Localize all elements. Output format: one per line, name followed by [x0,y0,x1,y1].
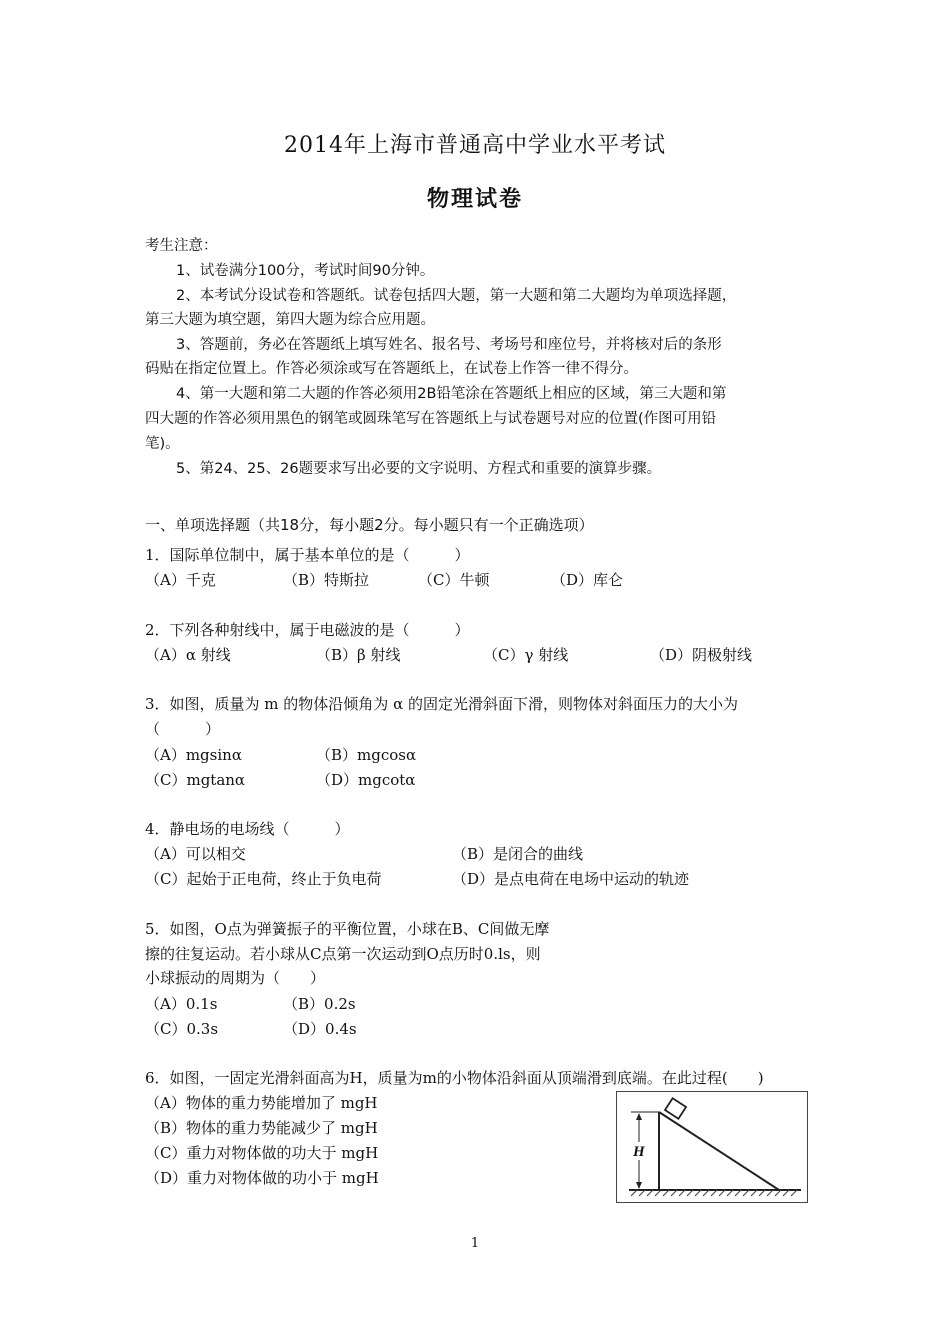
question-3-option-b: （B）mgcosα [316,746,417,764]
question-5-option-c: （C）0.3s [145,1020,219,1038]
question-4-stem: 4．静电场的电场线（ ） [145,820,350,838]
notice-item-1: 1、试卷满分100分，考试时间90分钟。 [176,263,435,279]
question-4-option-a: （A）可以相交 [145,845,246,863]
question-4-option-c: （C）起始于正电荷，终止于负电荷 [145,870,382,888]
incline-diagram [617,1092,807,1202]
question-3-stem-cont: （ ） [145,720,221,738]
notice-item-4: 4、第一大题和第二大题的作答必须用2B铅笔涂在答题纸上相应的区域，第三大题和第 [176,386,727,402]
question-5-option-d: （D）0.4s [283,1020,357,1038]
height-label: H [633,1144,645,1160]
page-number: 1 [470,1236,480,1251]
section-heading: 一、单项选择题（共18分，每小题2分。每小题只有一个正确选项） [145,516,594,534]
question-5-option-b: （B）0.2s [283,995,356,1013]
question-1-option-b: （B）特斯拉 [283,571,370,589]
question-3-stem: 3．如图，质量为 m 的物体沿倾角为 α 的固定光滑斜面下滑，则物体对斜面压力的大小为 [145,695,738,713]
notice-heading: 考生注意： [145,238,218,254]
question-1-stem: 1．国际单位制中，属于基本单位的是（ ） [145,546,470,564]
question-6-option-c: （C）重力对物体做的功大于 mgH [145,1144,379,1162]
notice-item-3: 3、答题前，务必在答题纸上填写姓名、报名号、考场号和座位号，并将核对后的条形 [176,337,722,353]
question-6-option-b: （B）物体的重力势能减少了 mgH [145,1119,378,1137]
question-2-option-a: （A）α 射线 [145,646,231,664]
notice-item-2-cont: 第三大题为填空题，第四大题为综合应用题。 [145,312,435,328]
notice-item-4-cont2: 笔)。 [145,436,180,452]
notice-item-2: 2、本考试分设试卷和答题纸。试卷包括四大题，第一大题和第二大题均为单项选择题， [176,288,737,304]
question-5-stem: 5．如图，O点为弹簧振子的平衡位置，小球在B、C间做无摩 [145,920,550,938]
exam-subtitle: 物理试卷 [426,186,523,212]
incline-figure [616,1091,808,1203]
question-1-option-a: （A）千克 [145,571,216,589]
question-5-stem-cont: 擦的往复运动。若小球从C点第一次运动到O点历时0.ls，则 [145,945,541,963]
arrow-up-head [636,1113,642,1120]
exam-title: 2014年上海市普通高中学业水平考试 [284,133,666,158]
question-1-option-d: （D）库仑 [551,571,624,589]
block [665,1098,686,1118]
question-6-option-d: （D）重力对物体做的功小于 mgH [145,1169,379,1187]
question-2-stem: 2．下列各种射线中，属于电磁波的是（ ） [145,621,470,639]
question-6-stem: 6．如图，一固定光滑斜面高为H，质量为m的小物体沿斜面从顶端滑到底端。在此过程( ) [145,1069,764,1087]
question-6-option-a: （A）物体的重力势能增加了 mgH [145,1094,378,1112]
question-2-option-c: （C）γ 射线 [483,646,569,664]
question-1-option-c: （C）牛顿 [418,571,490,589]
notice-item-5: 5、第24、25、26题要求写出必要的文字说明、方程式和重要的演算步骤。 [176,461,662,477]
notice-item-4-cont: 四大题的作答必须用黑色的钢笔或圆珠笔写在答题纸上与试卷题号对应的位置(作图可用铅 [145,411,717,427]
question-5-stem-cont2: 小球振动的周期为（ ） [145,969,326,987]
question-4-option-b: （B）是闭合的曲线 [452,845,584,863]
question-3-option-d: （D）mgcotα [316,771,416,789]
question-3-option-c: （C）mgtanα [145,771,246,789]
question-5-option-a: （A）0.1s [145,995,218,1013]
question-2-option-b: （B）β 射线 [316,646,401,664]
notice-item-3-cont: 码贴在指定位置上。作答必须涂或写在答题纸上，在试卷上作答一律不得分。 [145,361,638,377]
question-4-option-d: （D）是点电荷在电场中运动的轨迹 [452,870,690,888]
incline-slope [659,1112,779,1190]
question-2-option-d: （D）阴极射线 [650,646,753,664]
question-3-option-a: （A）mgsinα [145,746,242,764]
arrow-down-head [636,1182,642,1189]
